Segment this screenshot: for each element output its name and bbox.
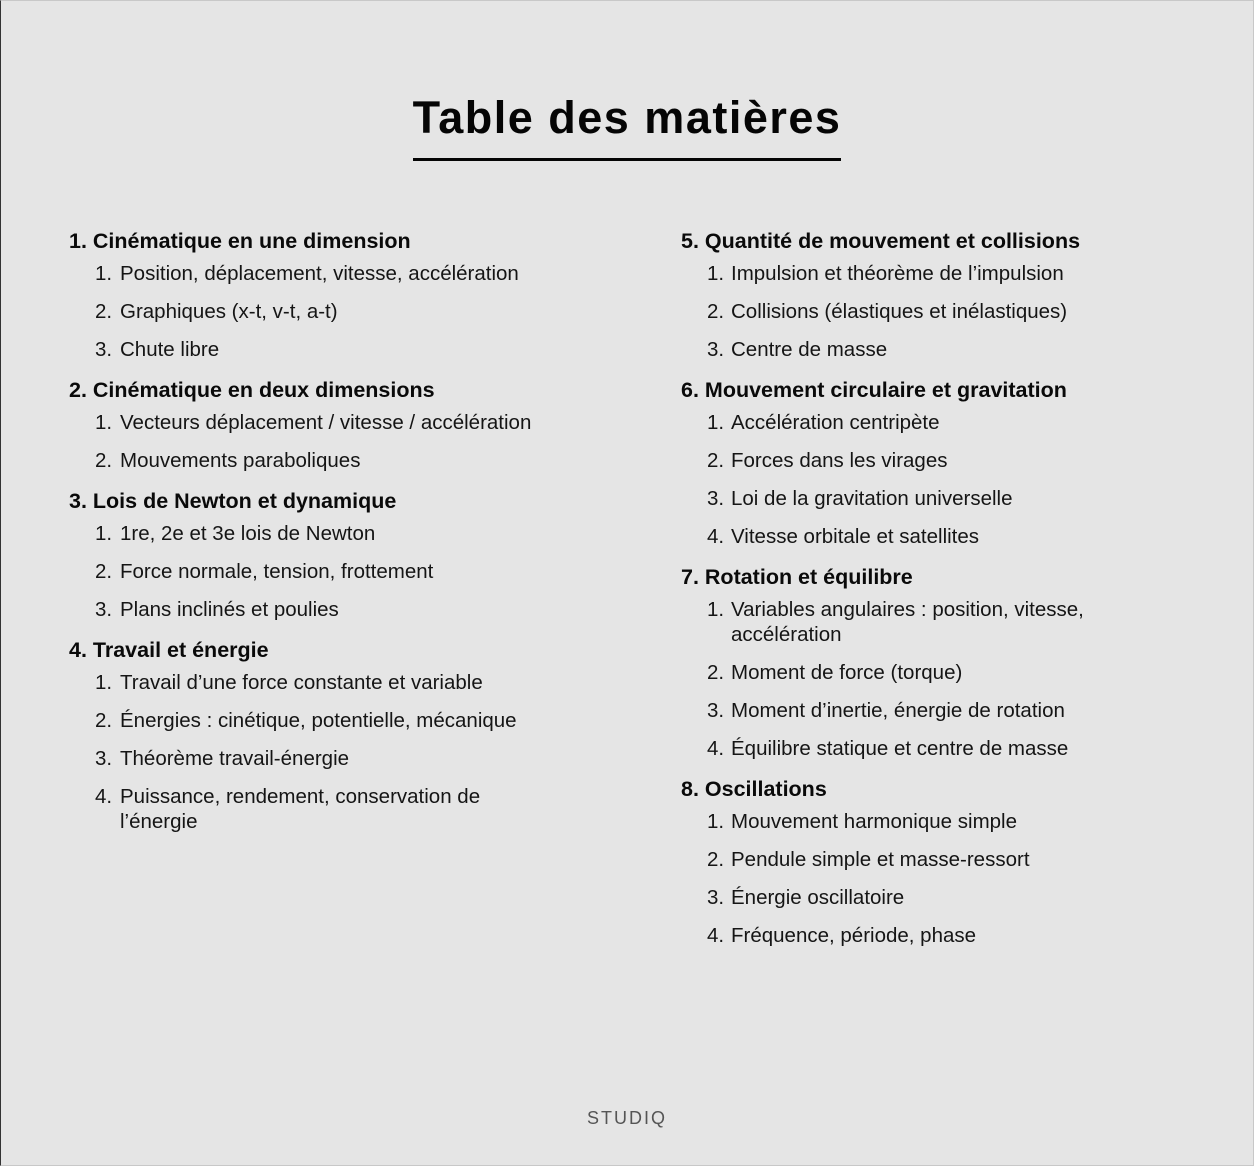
- subsection-item[interactable]: 2. Force normale, tension, frottement: [95, 560, 434, 583]
- subsection-item[interactable]: 1. Vecteurs déplacement / vitesse / accélération: [95, 411, 532, 434]
- section-title[interactable]: 8. Oscillations: [681, 777, 827, 801]
- subsection-list: [69, 261, 589, 362]
- subsection-item[interactable]: 2. Mouvements paraboliques: [95, 449, 361, 472]
- page-title: Table des matières: [413, 92, 842, 161]
- subsection-item[interactable]: 3. Plans inclinés et poulies: [95, 598, 339, 621]
- toc-section: [681, 375, 1201, 549]
- subsection-item[interactable]: 2. Collisions (élastiques et inélastiques): [707, 300, 1068, 323]
- section-title[interactable]: 7. Rotation et équilibre: [681, 565, 913, 589]
- section-title[interactable]: 6. Mouvement circulaire et gravitation: [681, 378, 1067, 402]
- subsection-item[interactable]: 4. Vitesse orbitale et satellites: [707, 525, 980, 548]
- subsection-item[interactable]: 3. Centre de masse: [707, 338, 888, 361]
- subsection-item[interactable]: 3. Moment d’inertie, énergie de rotation: [707, 699, 1065, 722]
- title-container: [0, 92, 1254, 161]
- subsection-item[interactable]: 2. Forces dans les virages: [707, 449, 948, 472]
- subsection-item[interactable]: 2. Énergies : cinétique, potentielle, mécanique: [95, 709, 517, 732]
- subsection-list: [69, 521, 589, 622]
- toc-column-left: [69, 226, 589, 847]
- subsection-list: [681, 410, 1201, 549]
- section-title[interactable]: 1. Cinématique en une dimension: [69, 229, 411, 253]
- section-title[interactable]: 5. Quantité de mouvement et collisions: [681, 229, 1081, 253]
- subsection-list: [69, 410, 589, 473]
- toc-section: [681, 562, 1201, 761]
- section-title[interactable]: 4. Travail et énergie: [69, 638, 269, 662]
- toc-section: [69, 375, 589, 473]
- toc-section: [681, 226, 1201, 362]
- subsection-item[interactable]: 4. Fréquence, période, phase: [707, 924, 977, 947]
- toc-section: [681, 774, 1201, 948]
- subsection-item[interactable]: 1. 1re, 2e et 3e lois de Newton: [95, 522, 376, 545]
- subsection-list: [681, 597, 1121, 761]
- subsection-item[interactable]: 3. Chute libre: [95, 338, 220, 361]
- subsection-item[interactable]: 1. Travail d’une force constante et variable: [95, 671, 483, 694]
- subsection-item[interactable]: 1. Position, déplacement, vitesse, accélération: [95, 262, 519, 285]
- footer-brand: STUDIQ: [586, 1108, 667, 1128]
- subsection-item[interactable]: 3. Loi de la gravitation universelle: [707, 487, 1013, 510]
- toc-section: [69, 486, 589, 622]
- subsection-item[interactable]: 4. Équilibre statique et centre de masse: [707, 737, 1069, 760]
- subsection-item[interactable]: 4. Puissance, rendement, conservation de l’énergie: [95, 785, 481, 833]
- subsection-item[interactable]: 1. Impulsion et théorème de l’impulsion: [707, 262, 1064, 285]
- toc-section: [69, 226, 589, 362]
- subsection-list: [681, 809, 1201, 948]
- subsection-item[interactable]: 1. Mouvement harmonique simple: [707, 810, 1017, 833]
- section-title[interactable]: 2. Cinématique en deux dimensions: [69, 378, 435, 402]
- subsection-item[interactable]: 3. Théorème travail-énergie: [95, 747, 350, 770]
- subsection-item[interactable]: 2. Pendule simple et masse-ressort: [707, 848, 1030, 871]
- subsection-item[interactable]: 2. Graphiques (x-t, v-t, a-t): [95, 300, 338, 323]
- subsection-list: [69, 670, 539, 834]
- toc-column-right: [681, 226, 1201, 961]
- toc-section: [69, 635, 589, 834]
- section-title[interactable]: 3. Lois de Newton et dynamique: [69, 489, 397, 513]
- subsection-item[interactable]: 3. Énergie oscillatoire: [707, 886, 905, 909]
- subsection-list: [681, 261, 1201, 362]
- subsection-item[interactable]: 2. Moment de force (torque): [707, 661, 963, 684]
- subsection-item[interactable]: 1. Accélération centripète: [707, 411, 940, 434]
- subsection-item[interactable]: 1. Variables angulaires : position, vitesse, accélération: [707, 598, 1084, 646]
